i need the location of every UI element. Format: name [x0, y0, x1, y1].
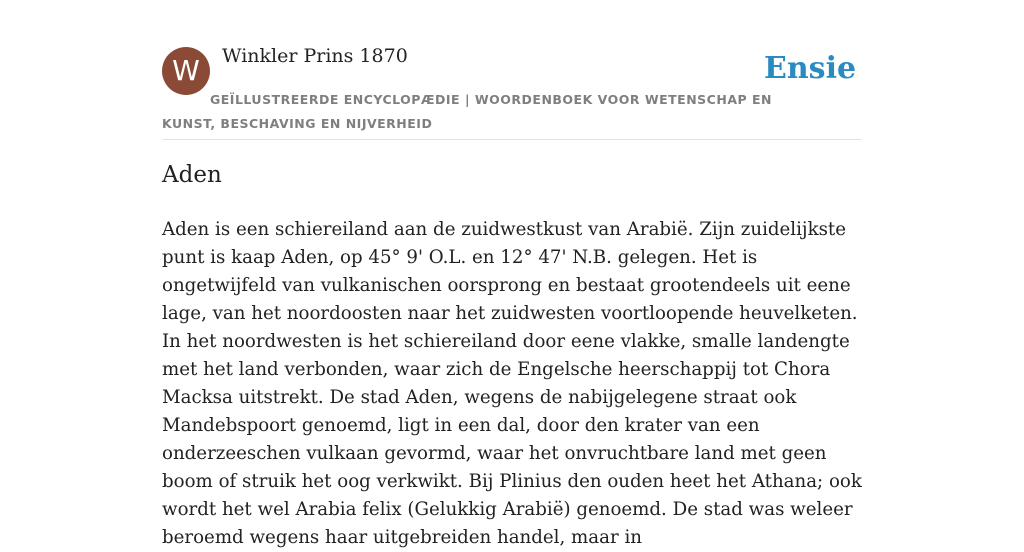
source-title[interactable]: Winkler Prins 1870	[222, 45, 408, 67]
source-subtitle: GEÏLLUSTREERDE ENCYCLOPÆDIE | WOORDENBOEK VOOR WETENSCHAP EN KUNST, BESCHAVING EN NIJVERHEID	[162, 92, 773, 131]
avatar[interactable]: W	[162, 47, 210, 95]
article-title: Aden	[162, 162, 222, 188]
article-body: Aden is een schiereiland aan de zuidwestkust van Arabië. Zijn zuidelijkste punt is kaap Aden, op 45° 9' O.L. en 12° 47' N.B. gelegen. Het is ongetwijfeld van vulkanischen oorsprong en bestaat grootendeels uit eene lage, van het noordoosten naar het zuidwesten voortloopende heuvelketen. In het noordwesten is het schiereiland door eene vlakke, smalle landengte met het land verbonden, waar zich de Engelsche heerschappij tot Chora Macksa uitstrekt. De stad Aden, wegens de nabijgelegene straat ook Mandebspoort genoemd, ligt in een dal, door den krater van een onderzeeschen vulkaan gevormd, waar het onvruchtbare land met geen boom of struik het oog verkwikt. Bij Plinius den ouden heet het Athana; ook wordt het wel Arabia felix (Gelukkig Arabië) genoemd. De stad was weleer beroemd wegens haar uitgebreiden handel, maar in	[162, 219, 862, 548]
brand-logo[interactable]: Ensie	[764, 51, 857, 86]
header-divider	[162, 139, 862, 140]
